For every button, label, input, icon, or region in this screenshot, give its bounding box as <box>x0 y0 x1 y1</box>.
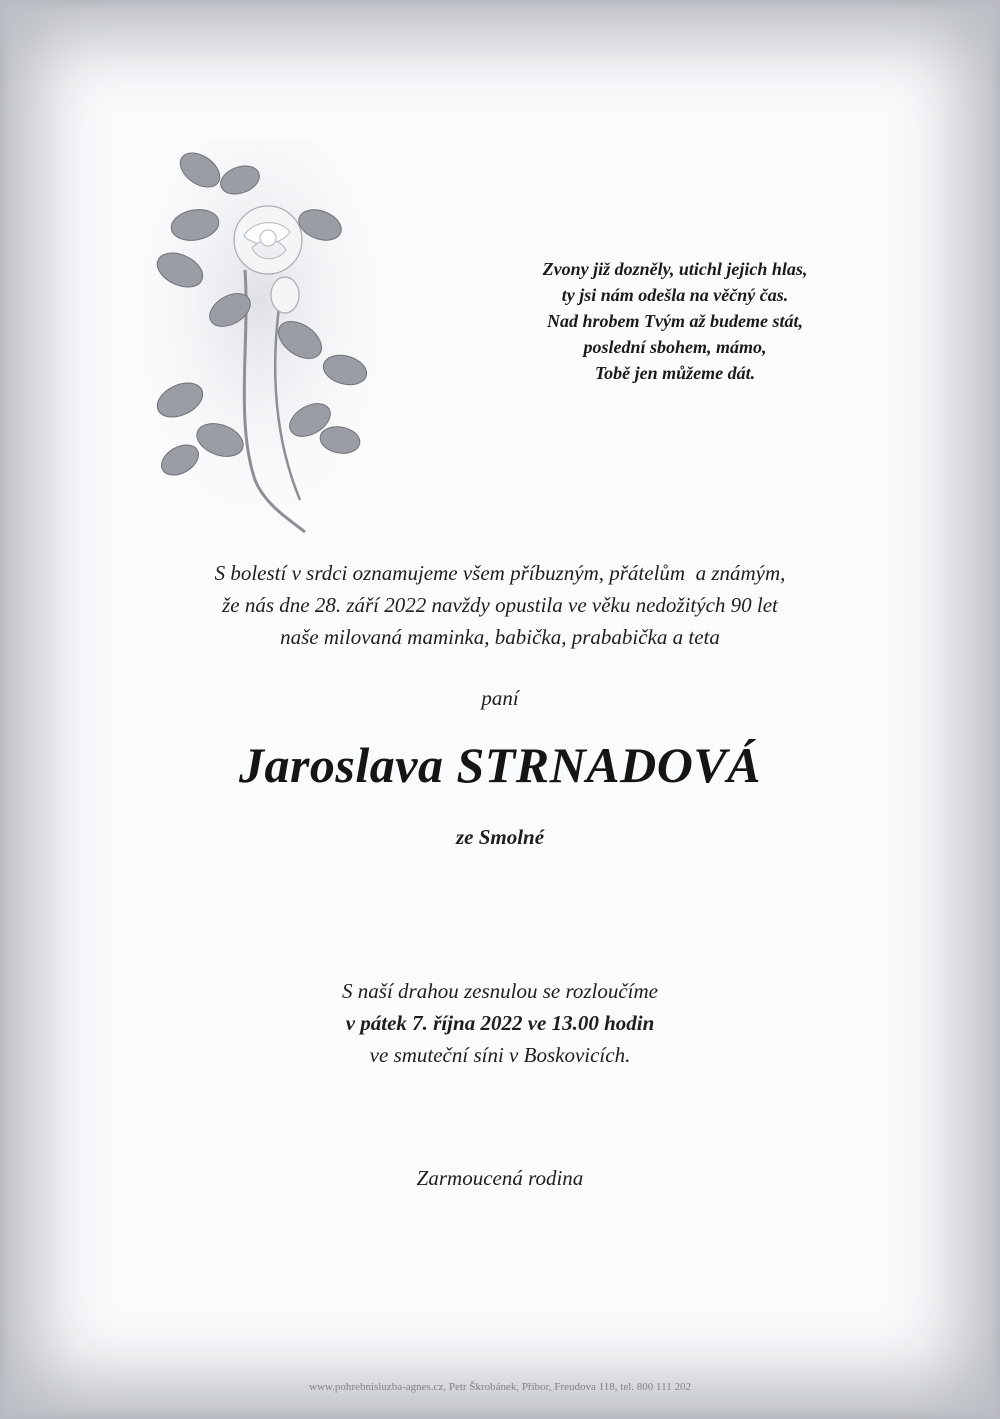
memorial-poem <box>520 256 830 386</box>
deceased-origin: ze Smolné <box>455 825 545 849</box>
poem-line: Nad hrobem Tvým až budeme stát, <box>547 311 803 331</box>
poem-line: Tobě jen můžeme dát. <box>594 363 756 383</box>
announcement-text <box>100 557 900 653</box>
poem-line: ty jsi nám odešla na věčný čas. <box>561 285 789 305</box>
farewell-location: ve smuteční síni v Boskovicích. <box>369 1043 631 1067</box>
family-signature: Zarmoucená rodina <box>416 1166 584 1190</box>
poem-line: Zvony již dozněly, utichl jejich hlas, <box>542 259 808 279</box>
salutation: paní <box>481 686 519 710</box>
farewell-line: S naší drahou zesnulou se rozloučíme <box>342 979 658 1003</box>
farewell-details <box>0 975 1000 1071</box>
poem-line: poslední sbohem, mámo, <box>583 337 767 357</box>
rose-illustration <box>140 140 380 540</box>
funeral-service-footer: www.pohrebnisluzba-agnes.cz, Petr Škrobánek, Příbor, Freudova 118, tel. 800 111 202 <box>309 1381 691 1393</box>
announcement-line: naše milovaná maminka, babička, prababička a teta <box>280 625 720 649</box>
announcement-line: že nás dne 28. září 2022 navždy opustila ve věku nedožitých 90 let <box>222 593 778 617</box>
farewell-date-time: v pátek 7. října 2022 ve 13.00 hodin <box>345 1011 655 1035</box>
announcement-line: S bolestí v srdci oznamujeme všem příbuzným, přátelům a známým, <box>214 561 786 585</box>
deceased-name: Jaroslava STRNADOVÁ <box>238 737 762 793</box>
